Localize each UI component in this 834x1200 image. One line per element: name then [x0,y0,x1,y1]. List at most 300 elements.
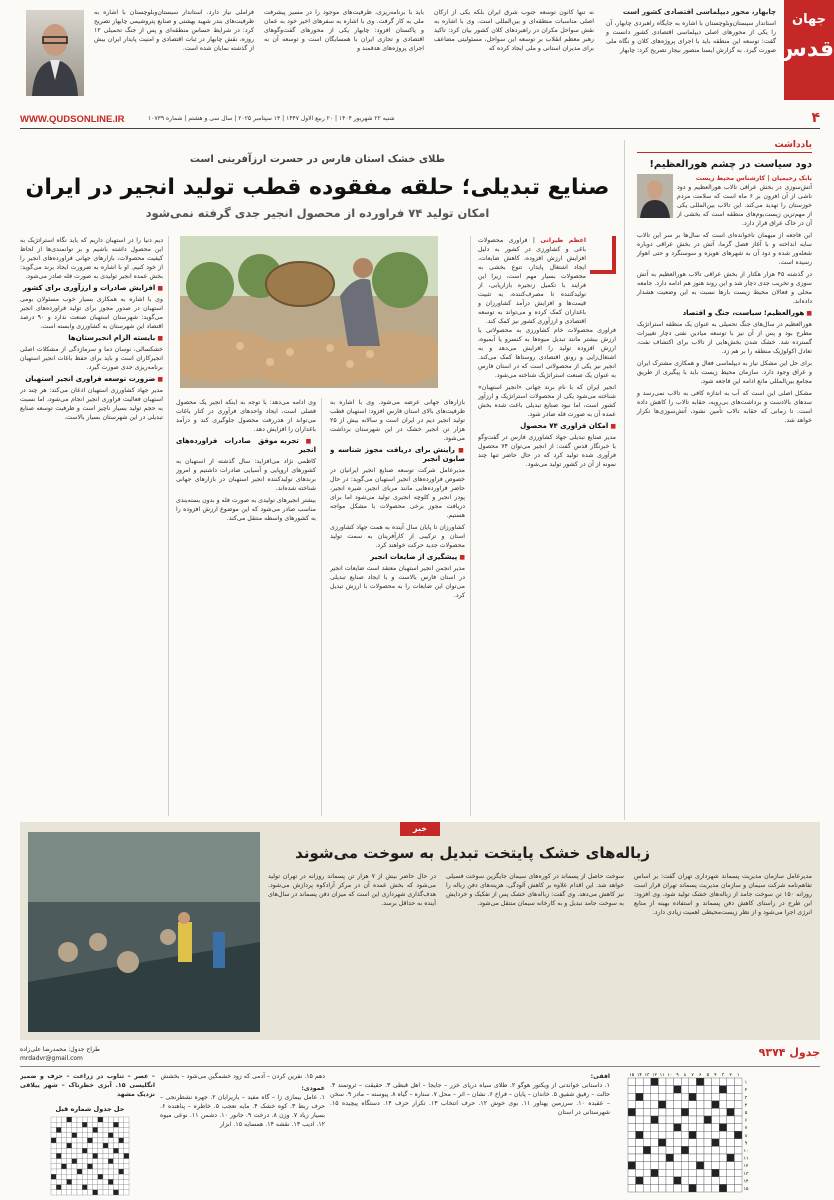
crossword-cell [696,1184,704,1192]
crossword-cell [696,1093,704,1101]
crossword-col-number: ۸ [683,1073,687,1078]
vertical-heading: عمودی: [301,1085,325,1092]
sidebar-subhead: ■ هورالعظیم؛ سیاست، جنگ و اقتصاد [637,309,812,318]
solution-cell [124,1185,129,1190]
crossword-cell [727,1162,735,1170]
crossword-cell [658,1101,666,1109]
crossword-cell [674,1177,682,1185]
crossword-cell [719,1131,727,1139]
solution-cell [124,1159,129,1164]
solution-cell [119,1185,124,1190]
logo-text: قدس [776,37,834,62]
solution-cell [87,1174,92,1179]
solution-grid [40,1116,140,1196]
crossword-cell [643,1078,651,1086]
page-header-bar [20,112,820,129]
solution-cell [108,1127,113,1132]
article-col3-p1: وی ادامه می‌دهد: با توجه به اینکه انجیر یک محصول فصلی است، ایجاد واحدهای فرآوری در کنار باغات می‌تواند از هدررفت محصول جلوگیری کند و درآمد باغداران را افزایش دهد. [176,399,316,433]
crossword-cell [651,1116,659,1124]
crossword-cell [712,1184,720,1192]
crossword-cell [719,1116,727,1124]
crossword-cell [658,1086,666,1094]
solution-cell [67,1174,72,1179]
crossword-cell [689,1162,697,1170]
crossword-col-number: ۲ [729,1073,732,1078]
website-link[interactable]: WWW.QUDSONLINE.IR [20,114,125,125]
solution-cell [98,1127,103,1132]
crossword-cell [628,1184,636,1192]
solution-cell [72,1164,77,1169]
crossword-cell [651,1108,659,1116]
solution-cell [82,1169,87,1174]
solution-cell [108,1153,113,1158]
crossword-cell [727,1154,735,1162]
horizontal-heading: افقی: [590,1073,610,1080]
crossword-cell [636,1124,644,1132]
crossword-cell [696,1101,704,1109]
solution-cell [72,1169,77,1174]
crossword-cell [628,1146,636,1154]
solution-cell [119,1179,124,1184]
crossword-cell [666,1131,674,1139]
crossword-cell [704,1131,712,1139]
crossword-cell [658,1139,666,1147]
crossword-cell [734,1093,742,1101]
solution-cell [82,1159,87,1164]
solution-cell [51,1190,56,1195]
solution-cell [87,1133,92,1138]
crossword-cell [636,1154,644,1162]
crossword-cell [712,1146,720,1154]
crossword-cell [636,1184,644,1192]
solution-cell [103,1174,108,1179]
solution-cell [103,1117,108,1122]
solution-cell [61,1117,66,1122]
crossword-cell [666,1139,674,1147]
solution-cell [51,1159,56,1164]
solution-cell [108,1143,113,1148]
horizontal-clues: ۱. داستانی خواندنی از ویکتور هوگو ۲. طلای سیاه دریای خزر – جایجا – اهل قبطی ۳. حقیقت – ثروتمند ۴. حالت – رفیق شفیق ۵. خاندان – پایان – فراخ ۶. نشان – اثر – محل ۷. ستاره – گیاه ۸. پیوسته – مادر ۹. سخن – عقیده ۱۰. سرزمین پهناور ۱۱. بوی خوش ۱۲. حرف انتخاب ۱۳. تکرار حرف ۱۴. دستگاه پیچیده ۱۵. شهرستانی در استان [330,1082,610,1116]
solution-cell [124,1143,129,1148]
solution-cell [56,1185,61,1190]
crossword-cell [666,1078,674,1086]
crossword-cell [674,1154,682,1162]
solution-cell [77,1122,82,1127]
solution-cell [72,1148,77,1153]
crossword-cell [674,1108,682,1116]
crossword-cell [712,1108,720,1116]
crossword-row-number: ۱۴ [743,1179,749,1185]
crossword-header [20,1046,820,1067]
top-strip-title: چابهار، محور دیپلماسی اقتصادی کشور است [622,8,776,16]
crossword-cell [704,1124,712,1132]
crossword-cell [689,1093,697,1101]
crossword-cell [674,1162,682,1170]
crossword-col-number: ۹ [676,1073,679,1078]
news-headline: زباله‌های خشک پایتخت تبدیل به سوخت می‌شوند [295,844,650,862]
solution-cell [61,1159,66,1164]
article-col-1: اعظم طیرانی | فراوری محصولات باغی و کشاورزی در کشور به دلیل افزایش ارزش افزوده، کاهش ضایعات، ایجاد اشتغال پایدار، تنوع بخشی به محصولات بسیار مهم است، زیرا این فرایند با تکمیل زنجیره بازاریابی، از تولیدکننده تا مصرف‌کننده، به تثبیت قیمت‌ها و افزایش درآمد کشاورزان و باغداران کمک کرده و می‌تواند به توسعه اقتصادی و ارزآوری کشور نیز کمک کند. فراوری محصولات خام کشاورزی به محصولاتی با ارزش بیشتر مانند تبدیل میوه‌ها به کنسرو یا آبمیوه، ارزش افزوده تولید را افزایش می‌دهد و به اشتغال‌زایی و رونق اقتصادی روستاها کمک می‌کند. انجیر نیز یکی از محصولاتی است که در استان فارس به عنوان یک صنعت استراتژیک شناخته می‌شود. انجیر ایران که با نام برند جهانی «انجیر استهبان» شناخته می‌شود یکی از محصولات استراتژیک و ارزآور کشور است، اما نبود صنایع تبدیلی باعث شده بخش عمده آن به صورت فله صادر شود. ■ امکان فراوری ۷۴ محصول مدیر صنایع تبدیلی جهاد کشاورزی فارس در گفت‌وگو با خبرنگار قدس گفت: از انجیر می‌توان ۷۴ محصول فرآوری شده تولید کرد که در حال حاضر تنها چند نمونه از آن در کشور تولید می‌شود. [478,236,616,816]
crossword-cell [696,1078,704,1086]
solution-cell [51,1117,56,1122]
crossword-cell [734,1131,742,1139]
solution-cell [98,1117,103,1122]
solution-cell [67,1159,72,1164]
solution-cell [124,1190,129,1195]
crossword-cell [643,1177,651,1185]
crossword-cell [719,1162,727,1170]
solution-cell [113,1185,118,1190]
solution-cell [82,1133,87,1138]
article-headline: صنایع تبدیلی؛ حلقه مفقوده قطب تولید انجیر در ایران [25,175,610,200]
article-col-2 [330,398,465,816]
crossword-cell [674,1101,682,1109]
crossword-cell [681,1101,689,1109]
crossword-cell [681,1169,689,1177]
crossword-title: جدول ۹۳۷۴ [758,1046,820,1059]
crossword-cell [704,1184,712,1192]
crossword-cell [704,1169,712,1177]
crossword-row-number: ۱۳ [743,1171,749,1177]
crossword-cell [651,1184,659,1192]
solution-cell [72,1185,77,1190]
crossword-cell [636,1162,644,1170]
crossword-cell [674,1139,682,1147]
solution-cell [87,1185,92,1190]
crossword-col-number: ۷ [691,1073,694,1078]
solution-cell [103,1164,108,1169]
article-kicker: طلای خشک استان فارس در حسرت ارزآفرینی است [189,154,446,165]
crossword-cell [727,1124,735,1132]
crossword-clues [330,1072,610,1196]
crossword-cell [643,1093,651,1101]
crossword-cell [681,1093,689,1101]
crossword-cell [734,1101,742,1109]
solution-cell [51,1148,56,1153]
solution-cell [93,1179,98,1184]
crossword-cell [719,1078,727,1086]
crossword-cell [636,1093,644,1101]
crossword-cell [719,1086,727,1094]
news-col-1: مدیرعامل سازمان مدیریت پسماند شهرداری تهران گفت: بر اساس تفاهم‌نامه شرکت سیمان و سازمان مدیریت پسماند تهران قرار است روزانه ۱۵۰ تن سوخت جامد از زباله‌های خشک تولید شود. وی افزود: این طرح در راستای کاهش دفن پسماند و استفاده بهینه از منابع انرژی اجرا می‌شود و از نظر زیست‌محیطی اهمیت زیادی دارد. [634,873,812,916]
crossword-grid [618,1070,818,1196]
crossword-cell [666,1177,674,1185]
solution-cell [98,1174,103,1179]
solution-cell [82,1190,87,1195]
crossword-cell [628,1086,636,1094]
crossword-cell [696,1177,704,1185]
crossword-cell [636,1146,644,1154]
solution-cell [113,1179,118,1184]
solution-cell [77,1169,82,1174]
crossword-cell [681,1162,689,1170]
solution-cell [51,1122,56,1127]
solution-cell [67,1117,72,1122]
article-subhead-b: ■ راینش برای دریافت مجوز شناسه و صابون انجیر [330,446,465,464]
solution-cell [77,1133,82,1138]
solution-cell [113,1153,118,1158]
page-number: ۴ [811,110,820,126]
solution-cell [87,1159,92,1164]
crossword-cell [727,1108,735,1116]
solution-cell [103,1169,108,1174]
solution-cell [119,1159,124,1164]
crossword-cell [719,1177,727,1185]
sidebar-author-photo [637,174,673,218]
solution-cell [56,1153,61,1158]
article-col2-p1: بازارهای جهانی عرضه می‌شود. وی با اشاره به ظرفیت‌های بالای استان فارس افزود: استهبان قطب تولید انجیر دیم در ایران است و سالانه بیش از ۲۵ هزار تن انجیر خشک در این شهرستان برداشت می‌شود. [330,399,465,442]
solution-cell [67,1133,72,1138]
solution-cell [56,1127,61,1132]
crossword-col-number: ۳ [721,1073,725,1078]
solution-cell [124,1133,129,1138]
solution-cell [108,1185,113,1190]
solution-cell [61,1153,66,1158]
crossword-cell [704,1101,712,1109]
solution-cell [93,1169,98,1174]
solution-cell [72,1174,77,1179]
solution-cell [124,1117,129,1122]
article-col2-p4: مدیر انجمن انجیر استهبان معتقد است ضایعات انجیر در استان فارس بالاست و با ایجاد صنایع تبدیلی می‌توان این ضایعات را به محصولات با ارزش تبدیل کرد. [330,565,465,599]
solution-cell [103,1143,108,1148]
top-strip-text-2: نه تنها کانون توسعه جنوب شرق ایران بلکه یکی از ارکان اصلی مناسبات منطقه‌ای و بین‌المللی است. وی با اشاره به نقش سواحل مکران در راهبردهای کلان کشور بیان کرد: تاکید رهبر معظم انقلاب بر توسعه این سواحل، مسئولیتی مضاعف برای مدیران استانی و ملی ایجاد کرده که [434,9,594,52]
crossword-cell [658,1154,666,1162]
crossword-cell [719,1101,727,1109]
article-subhead-f: ■ بایسته الزام انجیرستان‌ها [20,334,163,343]
solution-cell [113,1169,118,1174]
crossword-cell [727,1177,735,1185]
crossword-cell [651,1093,659,1101]
crossword-cell [734,1177,742,1185]
sidebar-p2: این فاجعه از میهمان ناخوانده‌ای است که سال‌ها بر سر این تالاب سایه انداخته و با آغاز فصل گرما، آتش در بخش عراقی دوباره شعله‌ور شده و دود آن به شهرهای هویزه و سوسنگرد و حتی اهواز رسیده است. [637,232,812,266]
solution-cell [56,1169,61,1174]
solution-cell [124,1138,129,1143]
solution-cell [98,1138,103,1143]
crossword-row-number: ۳ [744,1095,748,1101]
crossword-row-number: ۱۱ [743,1156,749,1162]
crossword-cell [696,1131,704,1139]
crossword-cell [704,1116,712,1124]
crossword-cell [666,1086,674,1094]
news-band-label: خبر [400,822,440,836]
crossword-col-number: ۶ [698,1073,702,1078]
crossword-cell [628,1093,636,1101]
solution-cell [113,1117,118,1122]
crossword-cell [666,1162,674,1170]
crossword-cell [636,1169,644,1177]
crossword-cell [643,1169,651,1177]
news-image [28,832,260,1032]
solution-cell [87,1179,92,1184]
crossword-cell [651,1154,659,1162]
solution-cell [82,1148,87,1153]
solution-cell [119,1117,124,1122]
solution-cell [51,1164,56,1169]
crossword-cell [734,1169,742,1177]
solution-cell [67,1143,72,1148]
solution-cell [119,1169,124,1174]
crossword-cell [689,1116,697,1124]
solution-cell [51,1153,56,1158]
crossword-cell [643,1108,651,1116]
solution-cell [72,1190,77,1195]
solution-cell [113,1122,118,1127]
solution-cell [77,1159,82,1164]
crossword-row-number: ۸ [744,1133,748,1139]
solution-cell [108,1174,113,1179]
solution-cell [77,1190,82,1195]
crossword-cell [666,1093,674,1101]
crossword-cell [727,1131,735,1139]
crossword-cell [727,1101,735,1109]
top-strip [0,0,834,105]
solution-cell [56,1143,61,1148]
solution-cell [98,1190,103,1195]
solution-cell [119,1148,124,1153]
crossword-cell [681,1131,689,1139]
crossword-cell [712,1101,720,1109]
sidebar-p3: در گذشته ۴۵ هزار هکتار از بخش عراقی تالاب هورالعظیم به آتش سوزی و تخریب جدی دچار شد و این روند هنوز هم ادامه دارد. جامعه محلی و فعالان محیط زیست بارها نسبت به این وضعیت هشدار داده‌اند. [637,271,812,305]
solution-cell [61,1185,66,1190]
solution-cell [119,1122,124,1127]
crossword-cell [727,1086,735,1094]
crossword-cell [674,1131,682,1139]
solution-cell [103,1153,108,1158]
crossword-cell [696,1108,704,1116]
crossword-cell [636,1086,644,1094]
crossword-cell [719,1169,727,1177]
solution-title: حل جدول شماره قبل [55,1105,125,1113]
crossword-cell [674,1184,682,1192]
crossword-cell [643,1162,651,1170]
article-col4-p1: دیم دنیا را در استهبان داریم که باید نگاه استراتژیک به این محصول داشته باشیم و بر توانمندی‌ها از لحاظ کیفیت محصولات، بازارهای جهانی فراورده‌های انجیر را از خود کنیم. او با اشاره به ضرورت ایجاد برند می‌گوید: بخش عمده انجیر تولیدی به صورت فله صادر می‌شود. [20,237,163,280]
logo-sub: جهان [792,12,826,27]
crossword-col-number: ۴ [714,1073,717,1078]
crossword-cell [651,1169,659,1177]
crossword-cell [681,1078,689,1086]
crossword-row-number: ۹ [744,1141,748,1147]
article-col-3 [176,398,316,816]
solution-cell [56,1174,61,1179]
crossword-cell [643,1184,651,1192]
solution-cell [124,1174,129,1179]
crossword-cell [689,1139,697,1147]
solution-cell [61,1148,66,1153]
solution-cell [61,1164,66,1169]
solution-cell [72,1133,77,1138]
solution-cell [93,1153,98,1158]
crossword-cell [734,1146,742,1154]
solution-cell [93,1127,98,1132]
solution-cell [113,1159,118,1164]
solution-cell [77,1164,82,1169]
solution-cell [77,1153,82,1158]
crossword-cell [658,1131,666,1139]
solution-cell [108,1138,113,1143]
crossword-cell [643,1154,651,1162]
crossword-cell [643,1101,651,1109]
solution-cell [56,1164,61,1169]
crossword-cell [666,1124,674,1132]
crossword-cell [628,1131,636,1139]
crossword-cell [636,1139,644,1147]
crossword-cell [666,1116,674,1124]
crossword-col-number: ۱۳ [644,1073,650,1078]
solution-cell [93,1148,98,1153]
solution-cell [72,1179,77,1184]
crossword-cell [704,1078,712,1086]
crossword-cell [704,1139,712,1147]
crossword-cell [651,1139,659,1147]
crossword-cell [712,1131,720,1139]
solution-cell [51,1138,56,1143]
solution-cell [67,1169,72,1174]
solution-cell [87,1148,92,1153]
solution-cell [108,1169,113,1174]
solution-cell [61,1122,66,1127]
crossword-col-number: ۱۵ [629,1073,635,1078]
crossword-cell [643,1116,651,1124]
crossword-cell [734,1154,742,1162]
sidebar-p6: مشکل اصلی این است که آب به اندازه کافی به تالاب نمی‌رسد و سدهای بالادست و برداشت‌های بی‌رویه، حقابه تالاب را کاهش داده است. تا زمانی که حقابه تالاب تأمین نشود، آتش‌سوزی‌ها تکرار خواهد شد. [637,390,812,424]
crossword-cell [712,1116,720,1124]
solution-cell [93,1138,98,1143]
crossword-cell [719,1124,727,1132]
crossword-row-number: ۶ [744,1118,748,1124]
solution-cell [82,1122,87,1127]
solution-cell [98,1159,103,1164]
crossword-cell [658,1177,666,1185]
crossword-cell [727,1146,735,1154]
solution-cell [67,1164,72,1169]
crossword-cell [681,1086,689,1094]
solution-cell [98,1133,103,1138]
crossword-cell [658,1162,666,1170]
solution-cell [108,1164,113,1169]
crossword-row-number: ۷ [744,1126,748,1132]
crossword-cell [704,1093,712,1101]
crossword-cell [719,1139,727,1147]
solution-cell [51,1185,56,1190]
article-subhead-a: ■ امکان فراوری ۷۴ محصول [478,422,616,431]
crossword-row-number: ۴ [744,1103,748,1109]
crossword-cell [712,1162,720,1170]
crossword-cell [658,1124,666,1132]
solution-cell [113,1138,118,1143]
crossword-cell [666,1184,674,1192]
crossword-cell [628,1101,636,1109]
crossword-cell [727,1116,735,1124]
crossword-cell [712,1139,720,1147]
solution-cell [56,1190,61,1195]
solution-cell [93,1190,98,1195]
article-subhead-g: ■ ضرورت توسعه فراوری انجیر استهبان [20,375,163,384]
crossword-cell [734,1086,742,1094]
solution-cell [51,1133,56,1138]
solution-cell [61,1169,66,1174]
sidebar-divider [624,140,625,820]
article-dropcap [590,236,616,274]
solution-cell [124,1148,129,1153]
solution-cell [93,1174,98,1179]
solution-cell [72,1143,77,1148]
crossword-cell [696,1146,704,1154]
solution-cell [93,1117,98,1122]
solution-cell [119,1190,124,1195]
solution-cell [61,1133,66,1138]
solution-cell [82,1164,87,1169]
news-band [20,822,820,1040]
